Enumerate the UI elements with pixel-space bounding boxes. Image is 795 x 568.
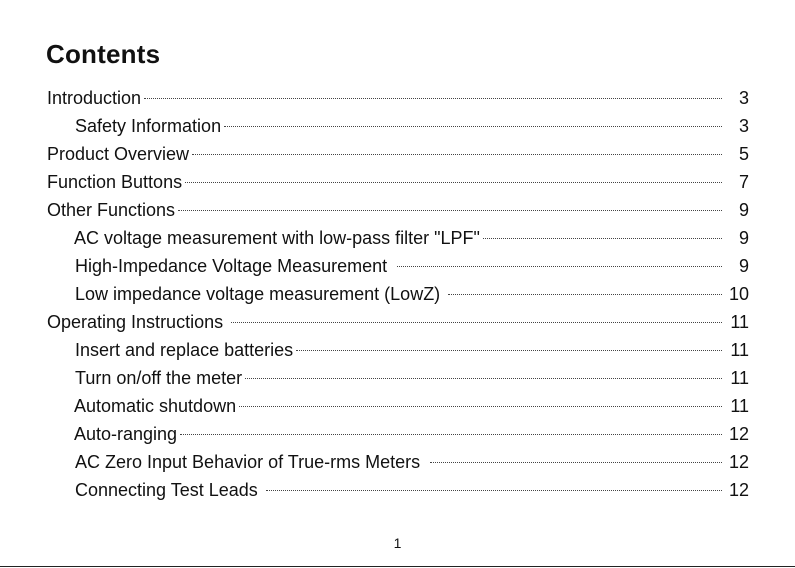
- toc-leader-dots: [245, 378, 722, 379]
- toc-entry-high-impedance-voltage[interactable]: [47, 252, 749, 280]
- toc-leader-dots: [397, 266, 722, 267]
- toc-entry-other-functions[interactable]: [47, 196, 749, 224]
- toc-entry-page: 12: [728, 480, 749, 500]
- page-number: 1: [393, 535, 402, 551]
- toc-leader-dots: [483, 238, 722, 239]
- toc-entry-operating-instructions[interactable]: [47, 308, 749, 336]
- toc-entry-insert-replace-batteries[interactable]: [47, 336, 749, 364]
- toc-entry-page: 3: [738, 116, 749, 136]
- toc-entry-label: Introduction: [47, 88, 142, 108]
- page-title: Contents: [46, 39, 161, 69]
- toc-entry-label: Safety Information: [75, 116, 222, 136]
- toc-entry-page: 9: [738, 256, 749, 276]
- toc-entry-page: 7: [738, 172, 749, 192]
- toc-entry-page: 9: [738, 228, 749, 248]
- toc-entry-product-overview[interactable]: [47, 140, 749, 168]
- toc-entry-page: 3: [738, 88, 749, 108]
- toc-entry-ac-voltage-lpf[interactable]: [47, 224, 749, 252]
- toc-entry-label: Other Functions: [47, 200, 176, 220]
- toc-entry-function-buttons[interactable]: [47, 168, 749, 196]
- toc-entry-label: Auto-ranging: [74, 424, 178, 444]
- toc-entry-ac-zero-input[interactable]: [47, 448, 749, 476]
- toc-entry-auto-ranging[interactable]: [47, 420, 749, 448]
- toc-entry-safety-information[interactable]: [47, 112, 749, 140]
- toc-leader-dots: [296, 350, 722, 351]
- toc-leader-dots: [185, 182, 722, 183]
- toc-leader-dots: [430, 462, 722, 463]
- toc-entry-label: High-Impedance Voltage Measurement: [75, 256, 388, 276]
- toc-entry-turn-on-off-meter[interactable]: [47, 364, 749, 392]
- toc-entry-label: Insert and replace batteries: [75, 340, 294, 360]
- toc-entry-page: 10: [728, 284, 749, 304]
- toc-leader-dots: [231, 322, 722, 323]
- toc-entry-label: AC voltage measurement with low-pass filter "LPF": [74, 228, 480, 248]
- toc-entry-page: 12: [728, 452, 749, 472]
- toc-entry-label: Turn on/off the meter: [75, 368, 243, 388]
- toc-entry-page: 11: [730, 340, 749, 360]
- toc-leader-dots: [448, 294, 722, 295]
- toc-leader-dots: [192, 154, 722, 155]
- toc-entry-label: Automatic shutdown: [74, 396, 237, 416]
- toc-entry-connecting-test-leads[interactable]: [47, 476, 749, 504]
- toc-entry-label: Operating Instructions: [47, 312, 224, 332]
- toc-leader-dots: [224, 126, 722, 127]
- table-of-contents: [47, 84, 749, 504]
- bottom-divider: [0, 566, 795, 567]
- toc-entry-label: Product Overview: [47, 144, 190, 164]
- toc-leader-dots: [239, 406, 722, 407]
- toc-entry-page: 5: [738, 144, 749, 164]
- toc-leader-dots: [266, 490, 722, 491]
- toc-entry-low-impedance-voltage[interactable]: [47, 280, 749, 308]
- toc-entry-page: 9: [738, 200, 749, 220]
- toc-entry-label: Connecting Test Leads: [75, 480, 258, 500]
- toc-entry-page: 11: [730, 396, 749, 416]
- toc-entry-page: 12: [728, 424, 749, 444]
- toc-entry-introduction[interactable]: [47, 84, 749, 112]
- toc-entry-label: AC Zero Input Behavior of True-rms Meters: [75, 452, 421, 472]
- toc-leader-dots: [178, 210, 722, 211]
- toc-entry-automatic-shutdown[interactable]: [47, 392, 749, 420]
- toc-leader-dots: [144, 98, 722, 99]
- toc-entry-label: Low impedance voltage measurement (LowZ): [75, 284, 441, 304]
- toc-entry-page: 11: [730, 312, 749, 332]
- toc-entry-page: 11: [730, 368, 749, 388]
- toc-entry-label: Function Buttons: [47, 172, 183, 192]
- toc-leader-dots: [180, 434, 722, 435]
